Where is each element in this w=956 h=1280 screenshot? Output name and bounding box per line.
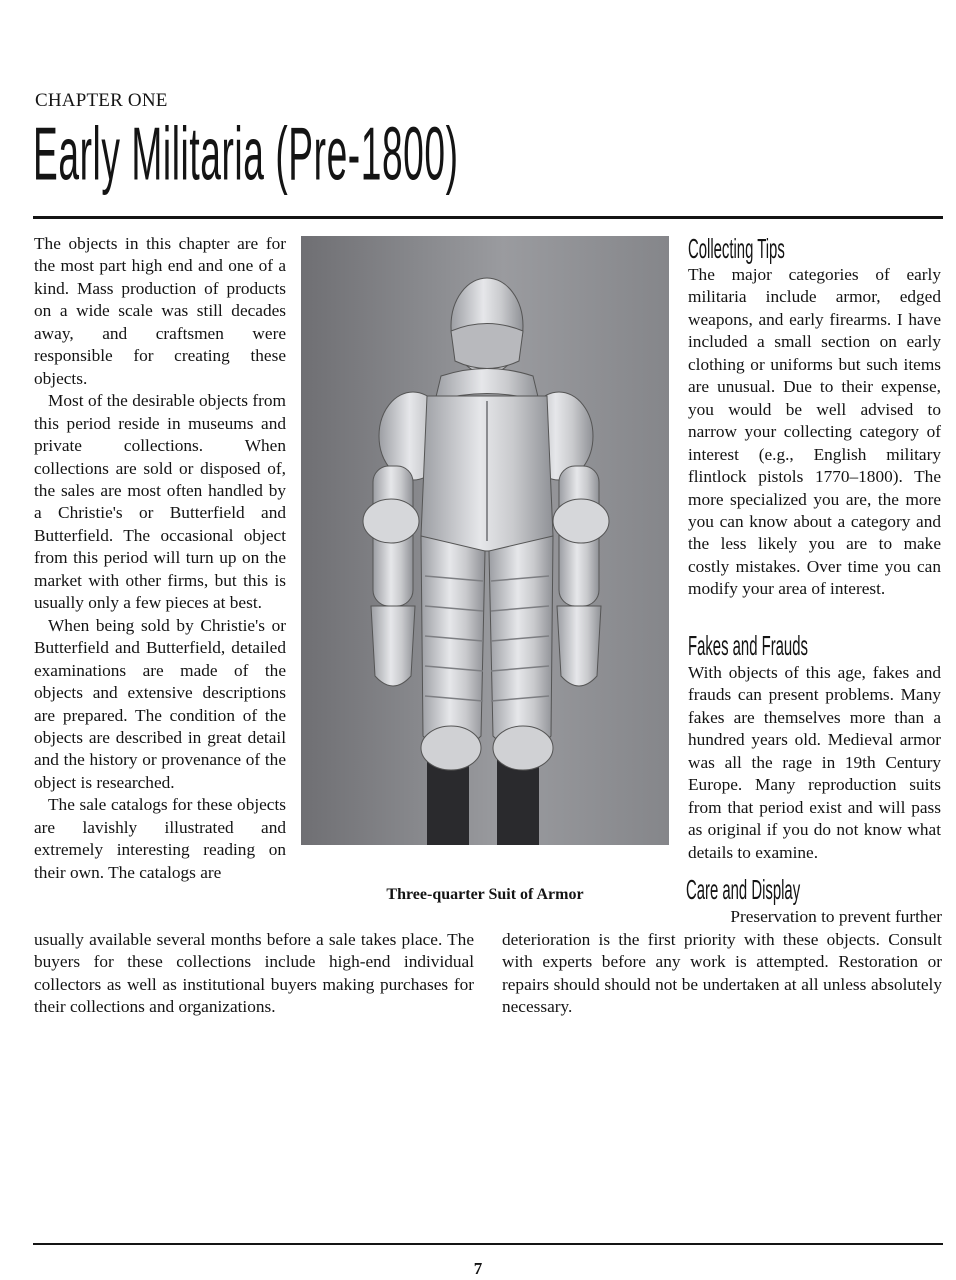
collecting-tips-heading: Collecting Tips <box>688 233 785 265</box>
left-column <box>34 233 286 884</box>
chapter-title: Early Militaria (Pre-1800) <box>33 111 459 197</box>
fakes-and-frauds-heading: Fakes and Frauds <box>688 630 808 662</box>
footer-rule <box>33 1243 943 1245</box>
collecting-tips-text <box>688 264 941 601</box>
paragraph-collections: Most of the desirable objects from this period reside in museums and private collections. When collections are sold or disposed of, the sales are most often handled by a Christie's or Butterfield and Butterfield. The occasional object from this period will turn up on the market with other firms, but this is usually only a few pieces at best. <box>34 391 286 613</box>
care-and-display-text: Preservation to prevent further <box>730 907 942 926</box>
collecting-tips-paragraph: The major categories of early militaria include armor, edged weapons, and early firearms. I have included a small section on early clothing or uniforms but such items are unusual. Due to their expense, you would be well advised to narrow your collecting category of interest (e.g., English military flintlock pistols 1770–1800). The more specialized you are, the more you can know about a category and the less likely you are to make costly mistakes. Over time you can modify your area of interest. <box>688 265 941 599</box>
bottom-left-paragraph: usually available several months before a sale takes place. The buyers for these collections include high-end individual collectors as well as institutional buyers making purchases for their collections and organizations. <box>34 930 474 1017</box>
bottom-left-text <box>34 929 474 1019</box>
chapter-label: CHAPTER ONE <box>35 90 168 111</box>
armor-illustration <box>301 236 669 845</box>
bottom-right-text <box>502 929 942 1019</box>
header-rule <box>33 216 943 219</box>
armor-photo <box>301 236 669 845</box>
paragraph-examinations: When being sold by Christie's or Butterfield and Butterfield, detailed examinations are made of the objects and extensive descriptions are prepared. The condition of the objects are described in great detail and the history or provenance of the object is researched. <box>34 615 286 792</box>
fakes-and-frauds-paragraph: With objects of this age, fakes and frauds can present problems. Many fakes are themselves more than a hundred years old. Medieval armor was all the rage in 19th Century Europe. Many reproduction suits from that period exist and will pass as original if you do not know what details to examine. <box>688 663 941 862</box>
paragraph-catalogs: The sale catalogs for these objects are lavishly illustrated and extremely interesting reading on their own. The catalogs are <box>34 795 286 882</box>
fakes-and-frauds-text <box>688 662 941 864</box>
bottom-right-paragraph: deterioration is the first priority with these objects. Consult with experts before any work is attempted. Restoration or repairs should should not be undertaken at all unless absolutely necessary. <box>502 930 942 1017</box>
page-number: 7 <box>473 1259 483 1278</box>
figure-caption: Three-quarter Suit of Armor <box>386 886 584 903</box>
paragraph-intro: The objects in this chapter are for the most part high end and one of a kind. Mass production of products on a wide scale was still decades away, and craftsmen were responsible for creating these objects. <box>34 234 286 388</box>
care-and-display-heading: Care and Display <box>686 874 801 906</box>
